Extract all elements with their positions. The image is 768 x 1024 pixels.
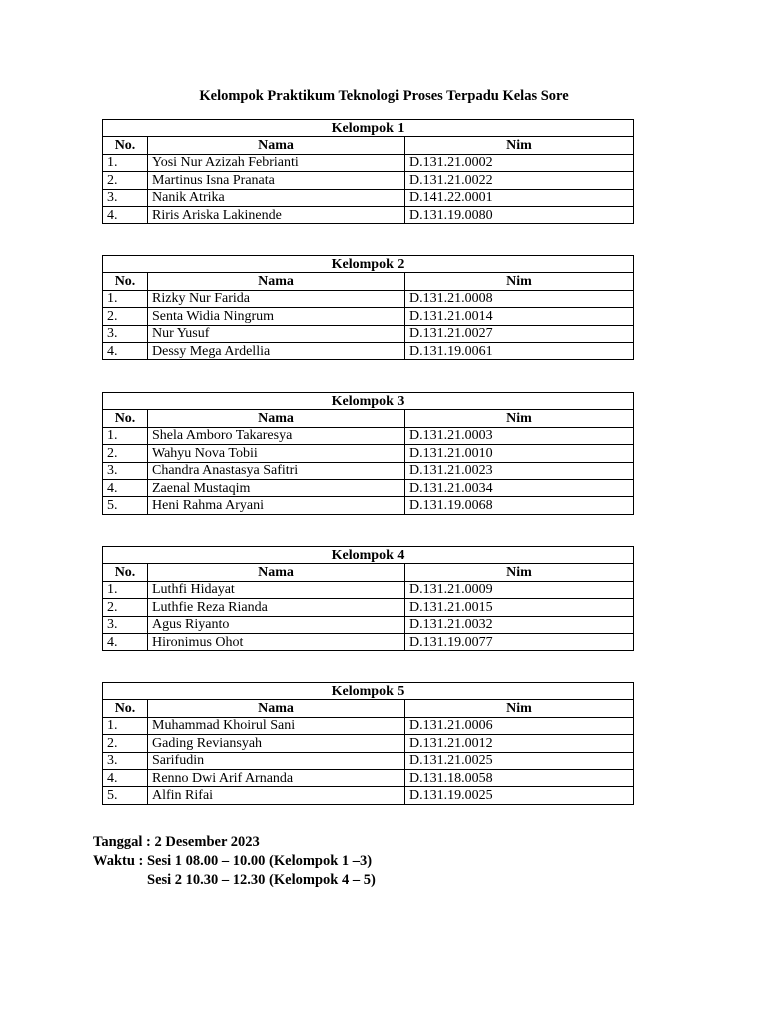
schedule-date: Tanggal : 2 Desember 2023 — [93, 834, 260, 850]
schedule-session-1: Waktu : Sesi 1 08.00 – 10.00 (Kelompok 1 –3) — [93, 853, 373, 869]
group-caption-row — [103, 256, 634, 273]
row-number: 1. — [103, 427, 148, 444]
member-name: Gading Reviansyah — [148, 735, 405, 752]
member-name: Renno Dwi Arif Arnanda — [148, 769, 405, 786]
member-name: Hironimus Ohot — [148, 633, 405, 650]
header-row — [103, 273, 634, 290]
row-number: 4. — [103, 342, 148, 359]
table-row — [103, 717, 634, 734]
member-name: Nanik Atrika — [148, 189, 405, 206]
row-number: 1. — [103, 154, 148, 171]
row-number: 2. — [103, 445, 148, 462]
table-row — [103, 308, 634, 325]
member-name: Senta Widia Ningrum — [148, 308, 405, 325]
member-nim: D.131.21.0027 — [405, 325, 634, 342]
member-name: Rizky Nur Farida — [148, 290, 405, 307]
column-header-nama: Nama — [148, 137, 405, 154]
group-caption-row — [103, 393, 634, 410]
member-nim: D.131.21.0025 — [405, 752, 634, 769]
row-number: 4. — [103, 206, 148, 223]
schedule-block — [93, 833, 376, 890]
column-header-nim: Nim — [405, 410, 634, 427]
header-row — [103, 137, 634, 154]
member-name: Chandra Anastasya Safitri — [148, 462, 405, 479]
member-nim: D.131.21.0010 — [405, 445, 634, 462]
member-name: Luthfi Hidayat — [148, 581, 405, 598]
row-number: 5. — [103, 787, 148, 804]
table-row — [103, 154, 634, 171]
column-header-nama: Nama — [148, 273, 405, 290]
member-nim: D.131.21.0003 — [405, 427, 634, 444]
table-row — [103, 735, 634, 752]
group-table-2 — [102, 255, 634, 360]
table-row — [103, 325, 634, 342]
group-table-4 — [102, 546, 634, 651]
member-nim: D.131.21.0032 — [405, 616, 634, 633]
table-row — [103, 206, 634, 223]
group-caption: Kelompok 1 — [103, 120, 634, 137]
group-table-5 — [102, 682, 634, 805]
row-number: 5. — [103, 497, 148, 514]
table-row — [103, 462, 634, 479]
member-nim: D.131.19.0077 — [405, 633, 634, 650]
header-row — [103, 700, 634, 717]
column-header-nim: Nim — [405, 273, 634, 290]
member-name: Dessy Mega Ardellia — [148, 342, 405, 359]
table-row — [103, 616, 634, 633]
group-caption-row — [103, 683, 634, 700]
table-row — [103, 599, 634, 616]
member-nim: D.131.21.0023 — [405, 462, 634, 479]
column-header-no: No. — [103, 410, 148, 427]
table-row — [103, 479, 634, 496]
table-row — [103, 445, 634, 462]
table-row — [103, 427, 634, 444]
member-name: Yosi Nur Azizah Febrianti — [148, 154, 405, 171]
member-nim: D.131.18.0058 — [405, 769, 634, 786]
column-header-nim: Nim — [405, 700, 634, 717]
member-nim: D.131.21.0022 — [405, 172, 634, 189]
member-nim: D.131.19.0025 — [405, 787, 634, 804]
group-table-3 — [102, 392, 634, 515]
group-caption: Kelompok 4 — [103, 547, 634, 564]
table-row — [103, 752, 634, 769]
member-nim: D.131.21.0006 — [405, 717, 634, 734]
table-row — [103, 290, 634, 307]
row-number: 2. — [103, 172, 148, 189]
member-name: Alfin Rifai — [148, 787, 405, 804]
column-header-nama: Nama — [148, 564, 405, 581]
row-number: 4. — [103, 769, 148, 786]
group-caption: Kelompok 5 — [103, 683, 634, 700]
member-nim: D.131.21.0015 — [405, 599, 634, 616]
member-name: Zaenal Mustaqim — [148, 479, 405, 496]
member-name: Shela Amboro Takaresya — [148, 427, 405, 444]
table-row — [103, 633, 634, 650]
member-name: Wahyu Nova Tobii — [148, 445, 405, 462]
group-caption: Kelompok 3 — [103, 393, 634, 410]
row-number: 2. — [103, 308, 148, 325]
column-header-no: No. — [103, 273, 148, 290]
table-row — [103, 497, 634, 514]
row-number: 1. — [103, 581, 148, 598]
member-nim: D.131.21.0012 — [405, 735, 634, 752]
table-row — [103, 581, 634, 598]
column-header-no: No. — [103, 700, 148, 717]
member-nim: D.131.21.0034 — [405, 479, 634, 496]
row-number: 3. — [103, 189, 148, 206]
group-caption-row — [103, 120, 634, 137]
member-name: Sarifudin — [148, 752, 405, 769]
row-number: 3. — [103, 752, 148, 769]
member-name: Martinus Isna Pranata — [148, 172, 405, 189]
column-header-nama: Nama — [148, 410, 405, 427]
row-number: 3. — [103, 616, 148, 633]
table-row — [103, 787, 634, 804]
schedule-session-2: Sesi 2 10.30 – 12.30 (Kelompok 4 – 5) — [147, 872, 376, 888]
table-row — [103, 769, 634, 786]
document-title: Kelompok Praktikum Teknologi Proses Terpadu Kelas Sore — [199, 88, 569, 104]
column-header-no: No. — [103, 564, 148, 581]
member-nim: D.131.21.0002 — [405, 154, 634, 171]
table-row — [103, 342, 634, 359]
member-name: Riris Ariska Lakinende — [148, 206, 405, 223]
member-nim: D.131.21.0014 — [405, 308, 634, 325]
member-name: Heni Rahma Aryani — [148, 497, 405, 514]
row-number: 4. — [103, 479, 148, 496]
table-row — [103, 172, 634, 189]
member-nim: D.131.21.0009 — [405, 581, 634, 598]
member-nim: D.131.19.0080 — [405, 206, 634, 223]
row-number: 1. — [103, 290, 148, 307]
member-name: Luthfie Reza Rianda — [148, 599, 405, 616]
member-nim: D.131.19.0061 — [405, 342, 634, 359]
header-row — [103, 564, 634, 581]
member-name: Agus Riyanto — [148, 616, 405, 633]
member-name: Muhammad Khoirul Sani — [148, 717, 405, 734]
group-caption: Kelompok 2 — [103, 256, 634, 273]
member-name: Nur Yusuf — [148, 325, 405, 342]
group-caption-row — [103, 547, 634, 564]
row-number: 2. — [103, 599, 148, 616]
header-row — [103, 410, 634, 427]
column-header-nim: Nim — [405, 137, 634, 154]
row-number: 2. — [103, 735, 148, 752]
row-number: 1. — [103, 717, 148, 734]
row-number: 3. — [103, 325, 148, 342]
member-nim: D.141.22.0001 — [405, 189, 634, 206]
row-number: 3. — [103, 462, 148, 479]
member-nim: D.131.19.0068 — [405, 497, 634, 514]
member-nim: D.131.21.0008 — [405, 290, 634, 307]
column-header-nama: Nama — [148, 700, 405, 717]
column-header-no: No. — [103, 137, 148, 154]
row-number: 4. — [103, 633, 148, 650]
group-table-1 — [102, 119, 634, 224]
column-header-nim: Nim — [405, 564, 634, 581]
table-row — [103, 189, 634, 206]
